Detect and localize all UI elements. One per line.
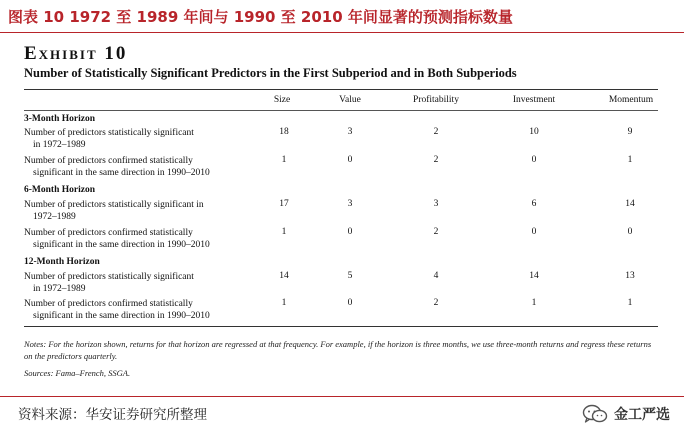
row-label: Number of predictors confirmed statistically significant in the same direction in 1990–2010 xyxy=(24,156,210,178)
figure-title: 图表 10 1972 至 1989 年间与 1990 至 2010 年间显著的预测指标数量 xyxy=(8,8,513,26)
table-cell: 18 xyxy=(279,127,289,137)
table-sources: Sources: Fama–French, SSGA. xyxy=(24,368,131,378)
table-cell: 9 xyxy=(627,127,633,137)
table-cell: 14 xyxy=(529,271,539,281)
brand-logo xyxy=(582,404,670,424)
table-cell: 3 xyxy=(433,199,439,209)
table-cell: 6 xyxy=(531,199,537,209)
column-header-momentum: Momentum xyxy=(608,95,654,105)
report-header xyxy=(0,0,684,33)
column-header-size: Size xyxy=(273,95,291,105)
brand-name: 金工严选 xyxy=(614,407,670,423)
table-cell: 1 xyxy=(627,298,633,308)
table-top-rule xyxy=(24,89,658,90)
table-cell: 0 xyxy=(627,227,633,237)
table-cell: 10 xyxy=(529,127,539,137)
wechat-icon xyxy=(582,404,608,424)
section-heading: 6-Month Horizon xyxy=(24,185,95,195)
column-header-value: Value xyxy=(339,95,361,105)
footer-rule xyxy=(0,396,684,397)
table-cell: 1 xyxy=(281,227,287,237)
exhibit-title: Number of Statistically Significant Predictors in the First Subperiod and in Both Subperiods xyxy=(24,66,517,80)
row-label: Number of predictors statistically significant in 1972–1989 xyxy=(24,200,204,222)
table-cell: 0 xyxy=(531,155,537,165)
table-cell: 4 xyxy=(433,271,439,281)
table-cell: 2 xyxy=(433,227,439,237)
section-heading: 12-Month Horizon xyxy=(24,257,100,267)
table-cell: 3 xyxy=(347,199,353,209)
table-cell: 3 xyxy=(347,127,353,137)
table-cell: 0 xyxy=(347,298,353,308)
table-cell: 13 xyxy=(625,271,635,281)
table-cell: 14 xyxy=(625,199,635,209)
footer-source: 资料来源：华安证券研究所整理 xyxy=(18,407,207,423)
exhibit-label: Exhibit 10 xyxy=(24,43,128,64)
row-label: Number of predictors confirmed statistically significant in the same direction in 1990–2010 xyxy=(24,228,210,250)
table-cell: 0 xyxy=(347,155,353,165)
table-cell: 2 xyxy=(433,155,439,165)
table-cell: 17 xyxy=(279,199,289,209)
table-cell: 5 xyxy=(347,271,353,281)
table-cell: 1 xyxy=(531,298,537,308)
table-bottom-rule xyxy=(24,326,658,327)
table-cell: 1 xyxy=(281,155,287,165)
row-label: Number of predictors confirmed statistically significant in the same direction in 1990–2010 xyxy=(24,299,210,321)
section-heading: 3-Month Horizon xyxy=(24,114,95,124)
table-notes: Notes: For the horizon shown, returns for that horizon are regressed at that frequency. For example, if the horizon is three months, we use three-month returns and regress these returns on the predictors quarterly. xyxy=(24,339,652,361)
table-cell: 14 xyxy=(279,271,289,281)
column-header-investment: Investment xyxy=(512,95,556,105)
table-cell: 0 xyxy=(347,227,353,237)
table-cell: 1 xyxy=(281,298,287,308)
table-cell: 2 xyxy=(433,298,439,308)
table-cell: 0 xyxy=(531,227,537,237)
column-header-profitability: Profitability xyxy=(413,95,459,105)
row-label: Number of predictors statistically significant in 1972–1989 xyxy=(24,272,194,294)
row-label: Number of predictors statistically significant in 1972–1989 xyxy=(24,128,194,150)
table-cell: 1 xyxy=(627,155,633,165)
table-header-rule xyxy=(24,110,658,111)
table-cell: 2 xyxy=(433,127,439,137)
